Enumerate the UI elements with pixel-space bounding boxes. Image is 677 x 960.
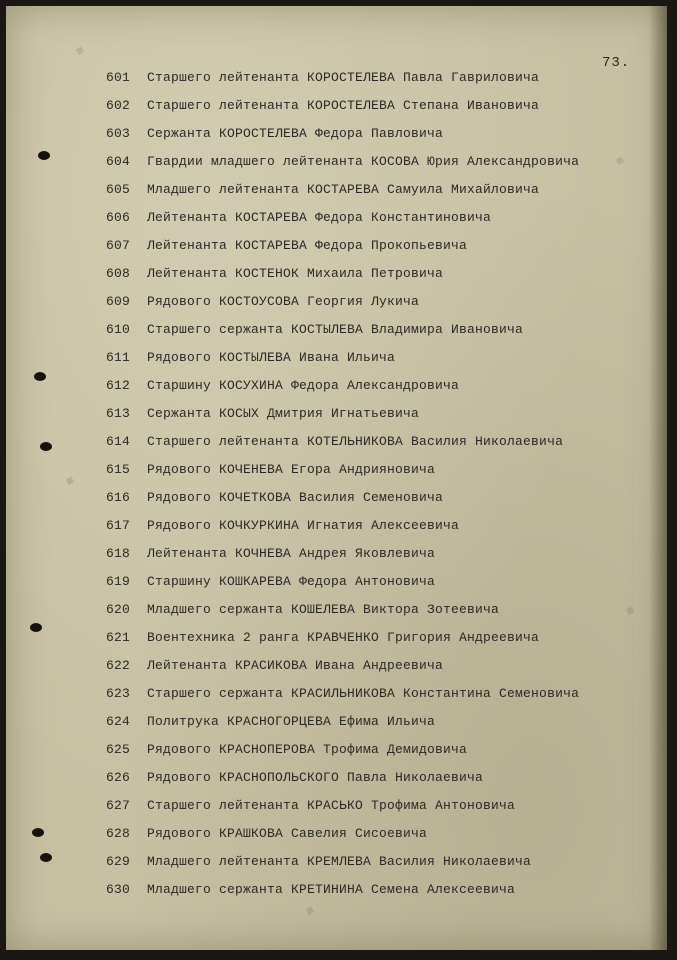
entry-number: 607 — [106, 238, 131, 253]
watermark-stamp: ▦ — [64, 474, 76, 487]
entry-text: Рядового КОЧКУРКИНА Игнатия Алексеевича — [147, 518, 460, 533]
entry-number: 621 — [106, 630, 131, 645]
watermark-stamp: ▦ — [304, 904, 316, 917]
watermark-stamp: ▦ — [74, 44, 86, 57]
entry-text: Воентехника 2 ранга КРАВЧЕНКО Григория Андреевича — [147, 630, 540, 645]
page-number: 73. — [602, 55, 631, 71]
entry-number: 609 — [106, 294, 131, 309]
entry-text: Гвардии младшего лейтенанта КОСОВА Юрия Александровича — [147, 154, 580, 169]
entry-text: Младшего лейтенанта КОСТАРЕВА Самуила Михайловича — [147, 182, 540, 197]
entry-number: 617 — [106, 518, 131, 533]
entry-number: 601 — [106, 70, 131, 85]
entry-text: Старшего лейтенанта КОТЕЛЬНИКОВА Василия Николаевича — [147, 434, 564, 449]
entry-number: 618 — [106, 546, 131, 561]
entry-text: Лейтенанта КОСТАРЕВА Федора Прокопьевича — [147, 238, 468, 253]
entry-text: Лейтенанта КОСТАРЕВА Федора Константиновича — [147, 210, 492, 225]
entry-number: 611 — [106, 350, 131, 365]
entry-text: Рядового КРАШКОВА Савелия Сисоевича — [147, 826, 428, 841]
entry-text: Рядового КРАСНОПОЛЬСКОГО Павла Николаевича — [147, 770, 484, 785]
entry-text: Сержанта КОРОСТЕЛЕВА Федора Павловича — [147, 126, 444, 141]
entry-number: 629 — [106, 854, 131, 869]
entry-number: 608 — [106, 266, 131, 281]
entry-text: Старшего лейтенанта КОРОСТЕЛЕВА Степана Ивановича — [147, 98, 540, 113]
watermark-stamp: ▦ — [624, 604, 636, 617]
entry-text: Старшину КОСУХИНА Федора Александровича — [147, 378, 460, 393]
entry-text: Лейтенанта КОСТЕНОК Михаила Петровича — [147, 266, 444, 281]
entry-text: Младшего сержанта КОШЕЛЕВА Виктора Зотеевича — [147, 602, 500, 617]
entry-number: 615 — [106, 462, 131, 477]
entry-text: Младшего лейтенанта КРЕМЛЕВА Василия Николаевича — [147, 854, 532, 869]
entry-text: Младшего сержанта КРЕТИНИНА Семена Алексеевича — [147, 882, 516, 897]
entry-text: Старшего лейтенанта КРАСЬКО Трофима Антоновича — [147, 798, 516, 813]
entry-number: 619 — [106, 574, 131, 589]
entry-number: 603 — [106, 126, 131, 141]
entry-text: Старшего сержанта КОСТЫЛЕВА Владимира Ивановича — [147, 322, 524, 337]
entry-number: 624 — [106, 714, 131, 729]
entry-number: 604 — [106, 154, 131, 169]
entry-text: Лейтенанта КРАСИКОВА Ивана Андреевича — [147, 658, 444, 673]
entry-text: Рядового КОЧЕТКОВА Василия Семеновича — [147, 490, 444, 505]
entry-number: 628 — [106, 826, 131, 841]
entry-number: 623 — [106, 686, 131, 701]
entry-number: 620 — [106, 602, 131, 617]
entry-number: 610 — [106, 322, 131, 337]
entry-text: Политрука КРАСНОГОРЦЕВА Ефима Ильича — [147, 714, 436, 729]
entry-number: 630 — [106, 882, 131, 897]
entry-text: Рядового КРАСНОПЕРОВА Трофима Демидовича — [147, 742, 468, 757]
entry-number: 606 — [106, 210, 131, 225]
entry-text: Лейтенанта КОЧНЕВА Андрея Яковлевича — [147, 546, 436, 561]
entry-text: Рядового КОСТЫЛЕВА Ивана Ильича — [147, 350, 396, 365]
entry-number: 614 — [106, 434, 131, 449]
entry-number: 602 — [106, 98, 131, 113]
entry-number: 612 — [106, 378, 131, 393]
entry-text: Старшего лейтенанта КОРОСТЕЛЕВА Павла Гавриловича — [147, 70, 540, 85]
entry-number: 625 — [106, 742, 131, 757]
document-page — [6, 6, 667, 950]
entry-text: Старшего сержанта КРАСИЛЬНИКОВА Константина Семеновича — [147, 686, 580, 701]
entry-text: Сержанта КОСЫХ Дмитрия Игнатьевича — [147, 406, 420, 421]
entry-text: Рядового КОСТОУСОВА Георгия Лукича — [147, 294, 420, 309]
entry-number: 605 — [106, 182, 131, 197]
watermark-stamp: ▦ — [614, 154, 626, 167]
entry-text: Старшину КОШКАРЕВА Федора Антоновича — [147, 574, 436, 589]
entry-number: 626 — [106, 770, 131, 785]
entry-number: 622 — [106, 658, 131, 673]
entry-list — [6, 6, 667, 950]
entry-number: 616 — [106, 490, 131, 505]
entry-number: 613 — [106, 406, 131, 421]
entry-number: 627 — [106, 798, 131, 813]
entry-text: Рядового КОЧЕНЕВА Егора Андрияновича — [147, 462, 436, 477]
